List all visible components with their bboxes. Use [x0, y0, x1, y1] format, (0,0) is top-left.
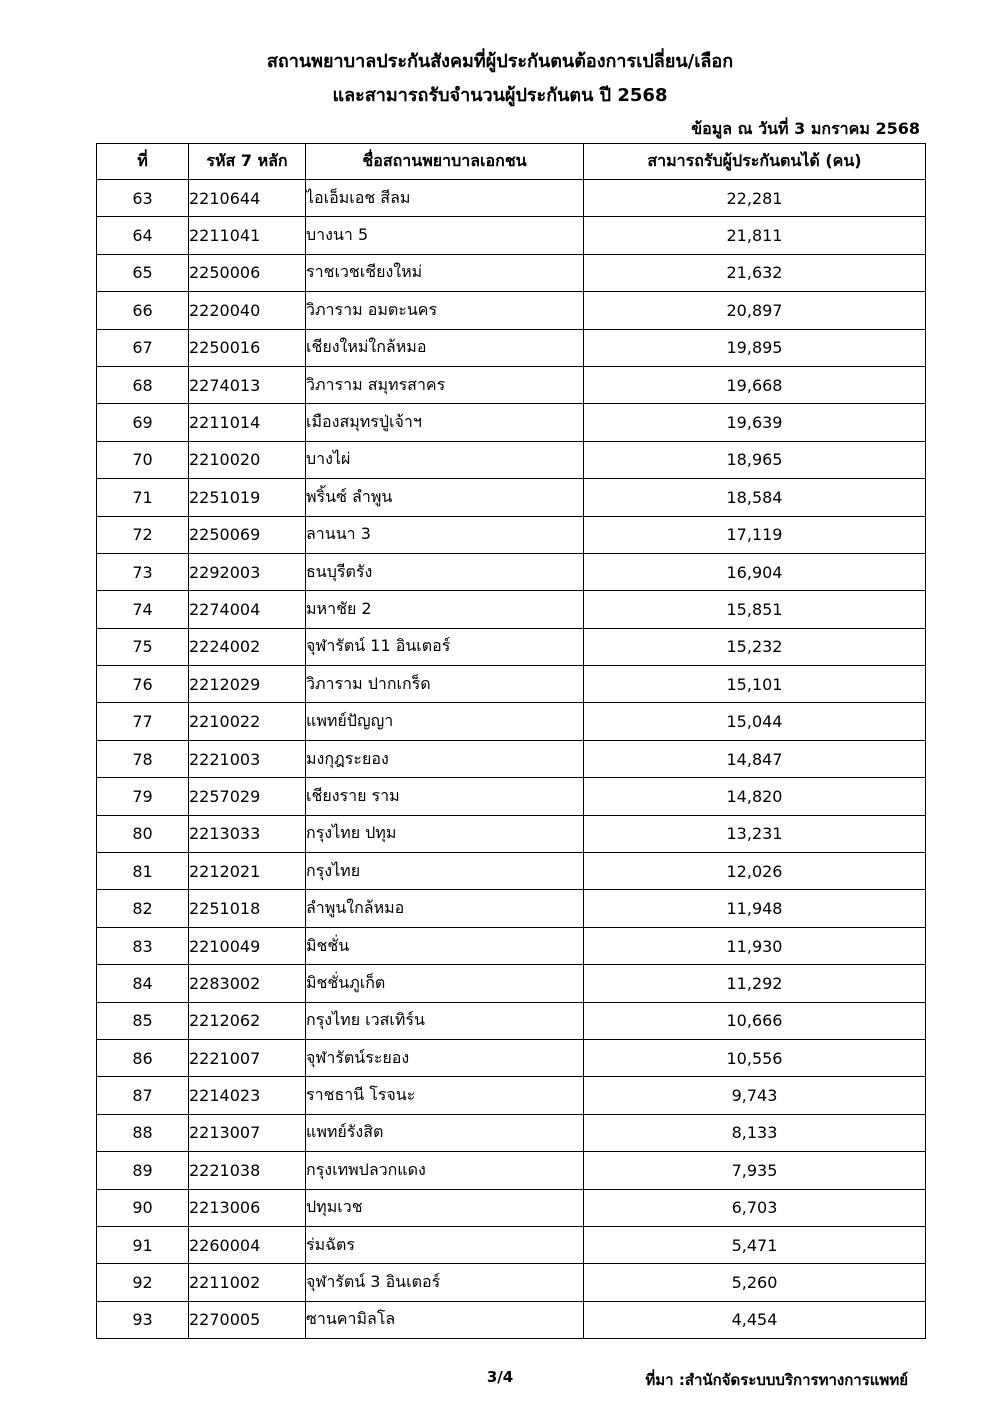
row-number: 64: [97, 217, 189, 254]
table-row: [97, 591, 926, 628]
hospital-name: กรุงไทย เวสเทิร์น: [306, 1002, 584, 1039]
hospital-name: บางไผ่: [306, 441, 584, 478]
table-row: [97, 366, 926, 403]
hospital-name: วิภาราม ปากเกร็ด: [306, 666, 584, 703]
row-number: 74: [97, 591, 189, 628]
hospital-code: 2213033: [189, 815, 306, 852]
hospital-code: 2210644: [189, 180, 306, 217]
hospital-code: 2213007: [189, 1114, 306, 1151]
capacity-value: 5,471: [584, 1226, 926, 1263]
hospital-code: 2250006: [189, 254, 306, 291]
table-row: [97, 329, 926, 366]
capacity-value: 8,133: [584, 1114, 926, 1151]
capacity-value: 5,260: [584, 1264, 926, 1301]
hospital-capacity-table: [96, 143, 926, 1339]
table-row: [97, 815, 926, 852]
hospital-code: 2283002: [189, 965, 306, 1002]
hospital-code: 2221038: [189, 1152, 306, 1189]
capacity-value: 18,965: [584, 441, 926, 478]
row-number: 89: [97, 1152, 189, 1189]
row-number: 63: [97, 180, 189, 217]
row-number: 92: [97, 1264, 189, 1301]
capacity-value: 10,666: [584, 1002, 926, 1039]
table-row: [97, 553, 926, 590]
table-header-row: [97, 144, 926, 180]
hospital-name: ปทุมเวช: [306, 1189, 584, 1226]
row-number: 65: [97, 254, 189, 291]
hospital-name: มหาชัย 2: [306, 591, 584, 628]
hospital-code: 2274013: [189, 366, 306, 403]
row-number: 73: [97, 553, 189, 590]
hospital-code: 2212029: [189, 666, 306, 703]
hospital-name: เมืองสมุทรปู่เจ้าฯ: [306, 404, 584, 441]
row-number: 83: [97, 927, 189, 964]
hospital-name: จุฬารัตน์ระยอง: [306, 1039, 584, 1076]
row-number: 72: [97, 516, 189, 553]
capacity-value: 11,930: [584, 927, 926, 964]
row-number: 79: [97, 778, 189, 815]
column-header-name: ชื่อสถานพยาบาลเอกชน: [306, 144, 584, 180]
table-row: [97, 1264, 926, 1301]
table-row: [97, 292, 926, 329]
table-row: [97, 927, 926, 964]
page-number: 3/4: [486, 1368, 514, 1386]
table-row: [97, 890, 926, 927]
capacity-value: 11,948: [584, 890, 926, 927]
table-body: [97, 180, 926, 1339]
capacity-value: 9,743: [584, 1077, 926, 1114]
capacity-value: 14,847: [584, 740, 926, 777]
hospital-name: วิภาราม อมตะนคร: [306, 292, 584, 329]
data-as-of-date: ข้อมูล ณ วันที่ 3 มกราคม 2568: [691, 119, 920, 138]
hospital-code: 2213006: [189, 1189, 306, 1226]
hospital-name: ไอเอ็มเอช สีลม: [306, 180, 584, 217]
table-row: [97, 217, 926, 254]
row-number: 67: [97, 329, 189, 366]
hospital-name: เชียงใหม่ใกล้หมอ: [306, 329, 584, 366]
hospital-name: จุฬารัตน์ 3 อินเตอร์: [306, 1264, 584, 1301]
hospital-name: ลานนา 3: [306, 516, 584, 553]
hospital-name: มิชชั่นภูเก็ต: [306, 965, 584, 1002]
hospital-code: 2212062: [189, 1002, 306, 1039]
table-row: [97, 1002, 926, 1039]
hospital-code: 2210049: [189, 927, 306, 964]
hospital-name: ราชธานี โรจนะ: [306, 1077, 584, 1114]
hospital-code: 2257029: [189, 778, 306, 815]
hospital-code: 2211002: [189, 1264, 306, 1301]
capacity-value: 19,639: [584, 404, 926, 441]
row-number: 90: [97, 1189, 189, 1226]
source-note: ที่มา :สำนักจัดระบบบริการทางการแพทย์: [645, 1371, 908, 1389]
capacity-value: 7,935: [584, 1152, 926, 1189]
hospital-code: 2251018: [189, 890, 306, 927]
hospital-code: 2211041: [189, 217, 306, 254]
hospital-name: เชียงราย ราม: [306, 778, 584, 815]
capacity-value: 10,556: [584, 1039, 926, 1076]
hospital-name: แพทย์รังสิต: [306, 1114, 584, 1151]
row-number: 69: [97, 404, 189, 441]
capacity-value: 13,231: [584, 815, 926, 852]
row-number: 84: [97, 965, 189, 1002]
hospital-code: 2211014: [189, 404, 306, 441]
hospital-code: 2274004: [189, 591, 306, 628]
capacity-value: 6,703: [584, 1189, 926, 1226]
row-number: 66: [97, 292, 189, 329]
table-row: [97, 703, 926, 740]
row-number: 71: [97, 479, 189, 516]
table-row: [97, 853, 926, 890]
hospital-code: 2251019: [189, 479, 306, 516]
row-number: 87: [97, 1077, 189, 1114]
capacity-value: 16,904: [584, 553, 926, 590]
table-row: [97, 1226, 926, 1263]
hospital-code: 2212021: [189, 853, 306, 890]
hospital-name: กรุงไทย: [306, 853, 584, 890]
table-row: [97, 1301, 926, 1338]
capacity-value: 12,026: [584, 853, 926, 890]
document-subtitle: และสามารถรับจำนวนผู้ประกันตน ปี 2568: [332, 85, 668, 106]
row-number: 85: [97, 1002, 189, 1039]
capacity-value: 19,895: [584, 329, 926, 366]
hospital-name: ธนบุรีตรัง: [306, 553, 584, 590]
column-header-no: ที่: [97, 144, 189, 180]
capacity-value: 22,281: [584, 180, 926, 217]
table-row: [97, 404, 926, 441]
table-row: [97, 1189, 926, 1226]
table-row: [97, 254, 926, 291]
row-number: 88: [97, 1114, 189, 1151]
hospital-code: 2260004: [189, 1226, 306, 1263]
row-number: 68: [97, 366, 189, 403]
capacity-value: 14,820: [584, 778, 926, 815]
hospital-code: 2224002: [189, 628, 306, 665]
capacity-value: 21,811: [584, 217, 926, 254]
table-row: [97, 479, 926, 516]
row-number: 93: [97, 1301, 189, 1338]
table-row: [97, 180, 926, 217]
row-number: 81: [97, 853, 189, 890]
hospital-name: แพทย์ปัญญา: [306, 703, 584, 740]
table-row: [97, 1077, 926, 1114]
hospital-code: 2270005: [189, 1301, 306, 1338]
column-header-code: รหัส 7 หลัก: [189, 144, 306, 180]
capacity-value: 20,897: [584, 292, 926, 329]
table-row: [97, 666, 926, 703]
row-number: 76: [97, 666, 189, 703]
hospital-code: 2221003: [189, 740, 306, 777]
hospital-name: พริ้นซ์ ลำพูน: [306, 479, 584, 516]
table-row: [97, 441, 926, 478]
hospital-code: 2221007: [189, 1039, 306, 1076]
hospital-name: มงกุฎระยอง: [306, 740, 584, 777]
hospital-code: 2220040: [189, 292, 306, 329]
capacity-value: 15,851: [584, 591, 926, 628]
document-title: สถานพยาบาลประกันสังคมที่ผู้ประกันตนต้องการเปลี่ยน/เลือก: [266, 51, 734, 72]
capacity-value: 4,454: [584, 1301, 926, 1338]
table-row: [97, 1039, 926, 1076]
row-number: 91: [97, 1226, 189, 1263]
hospital-name: จุฬารัตน์ 11 อินเตอร์: [306, 628, 584, 665]
capacity-value: 21,632: [584, 254, 926, 291]
capacity-value: 15,232: [584, 628, 926, 665]
table-row: [97, 1152, 926, 1189]
capacity-value: 19,668: [584, 366, 926, 403]
table-row: [97, 778, 926, 815]
hospital-code: 2214023: [189, 1077, 306, 1114]
hospital-code: 2250069: [189, 516, 306, 553]
capacity-value: 11,292: [584, 965, 926, 1002]
row-number: 77: [97, 703, 189, 740]
capacity-value: 15,044: [584, 703, 926, 740]
hospital-code: 2210020: [189, 441, 306, 478]
hospital-name: ลำพูนใกล้หมอ: [306, 890, 584, 927]
hospital-name: กรุงเทพปลวกแดง: [306, 1152, 584, 1189]
hospital-code: 2210022: [189, 703, 306, 740]
column-header-capacity: สามารถรับผู้ประกันตนได้ (คน): [584, 144, 926, 180]
row-number: 75: [97, 628, 189, 665]
hospital-code: 2292003: [189, 553, 306, 590]
row-number: 86: [97, 1039, 189, 1076]
hospital-name: มิชชั่น: [306, 927, 584, 964]
capacity-value: 17,119: [584, 516, 926, 553]
row-number: 82: [97, 890, 189, 927]
table-row: [97, 516, 926, 553]
hospital-name: ราชเวชเชียงใหม่: [306, 254, 584, 291]
hospital-name: วิภาราม สมุทรสาคร: [306, 366, 584, 403]
row-number: 80: [97, 815, 189, 852]
capacity-value: 15,101: [584, 666, 926, 703]
hospital-name: บางนา 5: [306, 217, 584, 254]
table-row: [97, 740, 926, 777]
row-number: 78: [97, 740, 189, 777]
capacity-value: 18,584: [584, 479, 926, 516]
table-row: [97, 628, 926, 665]
row-number: 70: [97, 441, 189, 478]
hospital-name: ซานคามิลโล: [306, 1301, 584, 1338]
hospital-code: 2250016: [189, 329, 306, 366]
hospital-name: กรุงไทย ปทุม: [306, 815, 584, 852]
table-row: [97, 965, 926, 1002]
table-row: [97, 1114, 926, 1151]
hospital-name: ร่มฉัตร: [306, 1226, 584, 1263]
